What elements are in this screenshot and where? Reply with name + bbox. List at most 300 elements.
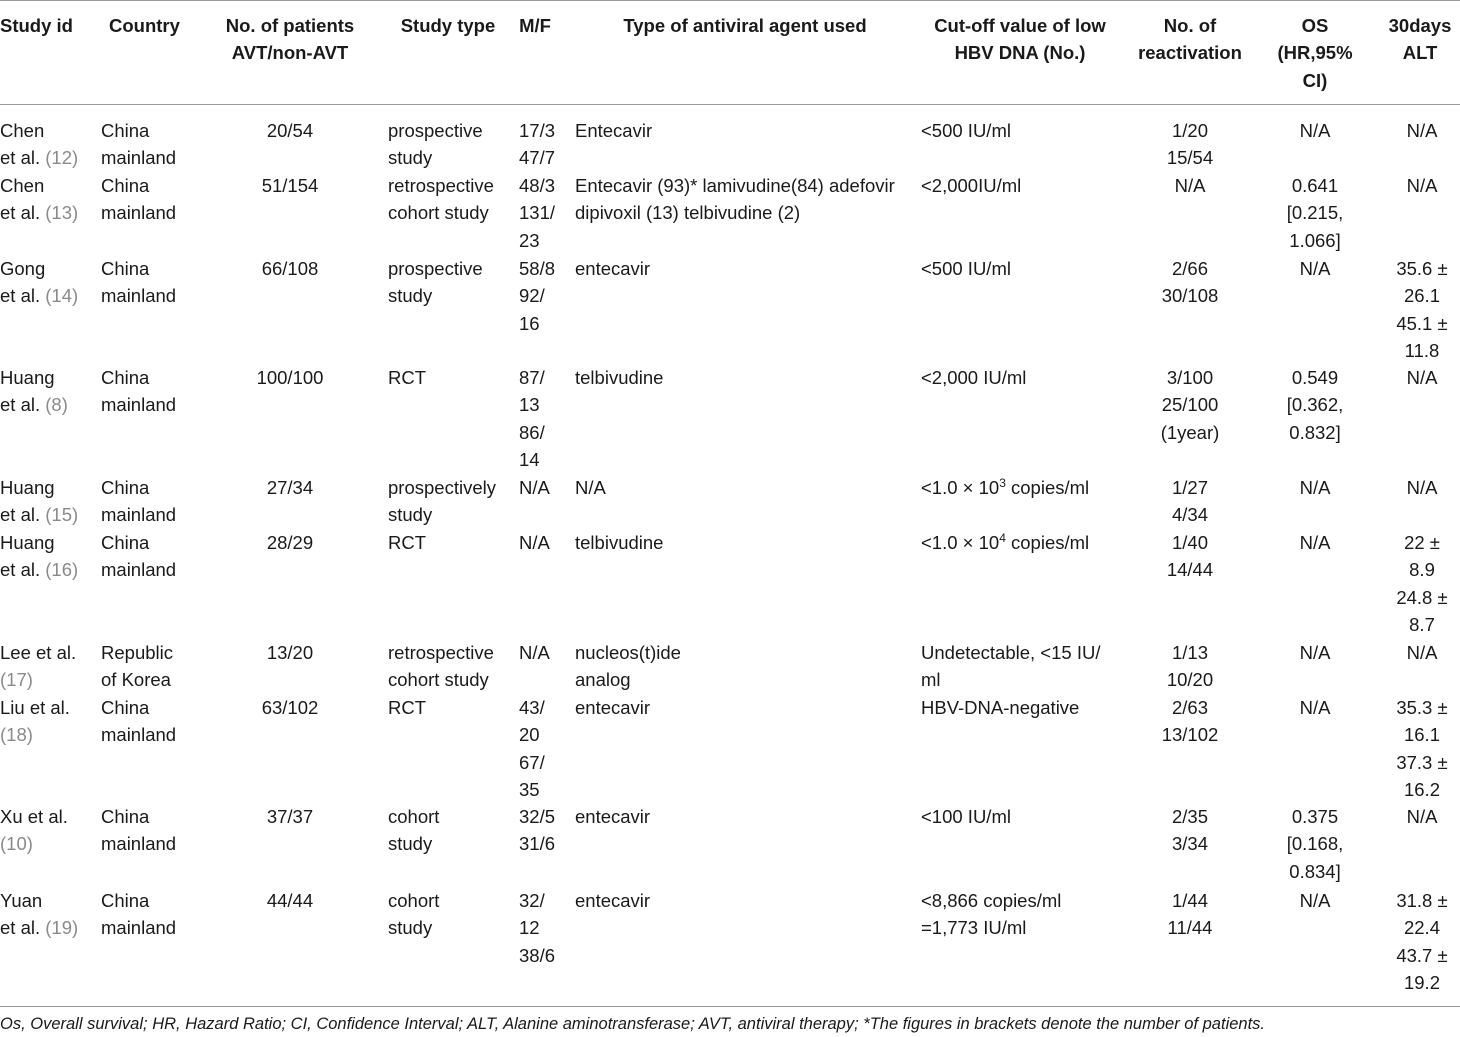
cutoff-line <box>921 529 1121 556</box>
cell-line: of Korea <box>101 669 171 691</box>
cell-line: cohort study <box>388 669 489 691</box>
country-cell <box>101 887 201 942</box>
study-text: et al. <box>0 147 46 169</box>
study-line: Gong <box>0 258 46 279</box>
cell-line: China <box>101 367 150 388</box>
cutoff-value-cell <box>921 364 1121 391</box>
antiviral-agent-cell <box>575 255 915 282</box>
cell-line: N/A <box>1406 175 1438 196</box>
cutoff-line: Undetectable, <15 IU/ <box>921 642 1101 663</box>
header-line: M/F <box>519 15 551 36</box>
cell-line: 31/6 <box>519 833 556 855</box>
study-type-cell <box>388 887 508 942</box>
patients-cell <box>200 364 380 391</box>
study-line: Huang <box>0 532 55 553</box>
cell-line: mainland <box>101 917 177 939</box>
cell-line: China <box>101 532 150 553</box>
cell-line: 28/29 <box>266 532 314 553</box>
study-line: Yuan <box>0 890 43 911</box>
cell-line: RCT <box>388 532 427 553</box>
cell-line: dipivoxil (13) telbivudine (2) <box>575 202 801 224</box>
cell-line: mainland <box>101 724 177 746</box>
cell-line: 20 <box>519 724 540 746</box>
cell-line: N/A <box>1406 367 1438 388</box>
study-text: et al. <box>0 285 46 307</box>
cell-line: N/A <box>1406 120 1438 141</box>
study-line: Chen <box>0 120 45 141</box>
alt-30days-cell <box>1375 117 1460 144</box>
reactivation-cell <box>1130 639 1250 694</box>
study-line: Liu et al. <box>0 697 70 718</box>
study-line <box>0 501 100 528</box>
header-cell <box>109 12 209 39</box>
reference-link[interactable]: (8) <box>45 394 68 416</box>
reactivation-cell <box>1130 529 1250 584</box>
patients-cell <box>200 474 380 501</box>
study-id-cell <box>0 529 100 584</box>
cutoff-value-cell <box>921 803 1121 830</box>
study-line: Huang <box>0 477 55 498</box>
header-line: Study id <box>0 15 73 36</box>
exponent: 4 <box>999 530 1006 545</box>
country-cell <box>101 639 201 694</box>
reactivation-cell <box>1130 694 1250 749</box>
reactivation-cell <box>1130 172 1250 199</box>
cell-line: 1.066] <box>1289 229 1341 251</box>
cell-line: [0.168, <box>1286 833 1344 855</box>
cutoff-value-cell <box>921 694 1121 721</box>
cell-line: N/A <box>1174 175 1206 196</box>
cell-line: 37.3 ± <box>1396 751 1448 773</box>
cell-line: 4/34 <box>1171 504 1208 526</box>
cell-line: 22.4 <box>1403 917 1440 939</box>
cell-line: 67/ <box>519 751 545 773</box>
study-text: et al. <box>0 917 46 939</box>
bottom-rule <box>0 1006 1460 1007</box>
header-cell <box>1380 12 1460 67</box>
overall-survival-cell <box>1260 255 1370 282</box>
cell-line: RCT <box>388 367 427 388</box>
header-line: Study type <box>400 15 496 36</box>
male-female-cell <box>519 529 559 556</box>
cell-line: N/A <box>1299 890 1331 911</box>
header-cell <box>0 12 90 39</box>
antiviral-agent-cell <box>575 474 915 501</box>
male-female-cell <box>519 255 559 337</box>
cell-line: N/A <box>1406 477 1438 498</box>
study-type-cell <box>388 117 508 172</box>
alt-30days-cell <box>1375 364 1460 391</box>
cell-line: 31.8 ± <box>1396 890 1448 911</box>
cutoff-line <box>921 474 1121 501</box>
study-text: et al. <box>0 559 46 581</box>
cell-line: 14/44 <box>1166 559 1214 581</box>
cell-line: prospectively <box>388 477 496 498</box>
header-cell <box>200 12 380 67</box>
cell-line: Entecavir (93)* lamivudine(84) adefovir <box>575 175 895 196</box>
cell-line: 19.2 <box>1403 971 1440 993</box>
study-id-cell <box>0 639 100 694</box>
cell-line: N/A <box>519 642 550 663</box>
cell-line: N/A <box>1299 532 1331 553</box>
cell-line: 11.8 <box>1404 339 1440 361</box>
male-female-cell <box>519 639 559 666</box>
cell-line: China <box>101 806 150 827</box>
cell-line: N/A <box>1406 642 1438 663</box>
study-id-cell <box>0 172 100 227</box>
study-line <box>0 721 100 748</box>
cell-line: China <box>101 175 150 196</box>
study-type-cell <box>388 803 508 858</box>
overall-survival-cell <box>1260 474 1370 501</box>
reference-link[interactable]: (19) <box>45 917 79 939</box>
cell-line: 23 <box>519 229 540 251</box>
study-text: et al. <box>0 202 46 224</box>
reactivation-cell <box>1130 887 1250 942</box>
cell-line: 35.6 ± <box>1396 258 1448 279</box>
header-line: ALT <box>1402 42 1438 64</box>
cell-line: 37/37 <box>266 806 314 827</box>
cell-line: 35 <box>519 778 540 800</box>
cell-line: 35.3 ± <box>1396 697 1448 718</box>
cell-line: 20/54 <box>266 120 314 141</box>
cell-line: Republic <box>101 642 173 663</box>
header-rule <box>0 104 1460 105</box>
cell-line: 25/100 <box>1161 394 1219 416</box>
antiviral-agent-cell <box>575 639 915 694</box>
cell-line: entecavir <box>575 258 651 279</box>
cell-line: 0.832] <box>1289 421 1341 443</box>
study-type-cell <box>388 529 508 556</box>
cell-line: study <box>388 504 433 526</box>
cell-line: 32/ <box>519 890 545 911</box>
study-id-cell <box>0 117 100 172</box>
antiviral-agent-cell <box>575 803 915 830</box>
header-cell <box>1130 12 1250 67</box>
patients-cell <box>200 255 380 282</box>
cutoff-line: <100 IU/ml <box>921 806 1011 827</box>
cell-line: 44/44 <box>266 890 314 911</box>
cell-line: study <box>388 147 433 169</box>
cell-line: entecavir <box>575 890 651 911</box>
cell-line: retrospective <box>388 642 494 663</box>
cell-line: N/A <box>1299 477 1331 498</box>
cell-line: 2/35 <box>1171 806 1208 827</box>
cell-line: 43/ <box>519 697 545 718</box>
cutoff-value-cell <box>921 172 1121 199</box>
cell-line: 0.375 <box>1291 806 1339 827</box>
alt-30days-cell <box>1375 172 1460 199</box>
cell-line: 1/44 <box>1171 890 1208 911</box>
header-line: No. of patients <box>225 15 355 36</box>
antiviral-agent-cell <box>575 529 915 556</box>
header-line: HBV DNA (No.) <box>954 42 1086 64</box>
patients-cell <box>200 117 380 144</box>
cell-line: 32/5 <box>519 806 556 827</box>
cell-line: 87/ <box>519 367 545 388</box>
cell-line: N/A <box>1299 258 1331 279</box>
cell-line: 1/27 <box>1171 477 1208 498</box>
cutoff-value-cell <box>921 529 1121 556</box>
cell-line: (1year) <box>1160 421 1220 443</box>
patients-cell <box>200 529 380 556</box>
study-id-cell <box>0 255 100 310</box>
male-female-cell <box>519 803 559 858</box>
header-line: Cut-off value of low <box>934 15 1106 36</box>
cutoff-line: <2,000IU/ml <box>921 175 1022 196</box>
alt-30days-cell <box>1375 887 1460 996</box>
cell-line: 17/3 <box>519 120 556 141</box>
reactivation-cell <box>1130 364 1250 446</box>
cell-line: 51/154 <box>261 175 319 196</box>
male-female-cell <box>519 172 559 254</box>
cell-line: 2/63 <box>1171 697 1208 718</box>
cell-line: mainland <box>101 147 177 169</box>
study-id-cell <box>0 474 100 529</box>
study-id-cell <box>0 364 100 419</box>
cell-line: prospective <box>388 258 483 279</box>
cell-line: [0.362, <box>1286 394 1344 416</box>
cell-line: 47/7 <box>519 147 556 169</box>
cell-line: prospective <box>388 120 483 141</box>
patients-cell <box>200 887 380 914</box>
reference-link[interactable]: (17) <box>0 669 33 691</box>
country-cell <box>101 255 201 310</box>
cell-line: 16.1 <box>1403 724 1440 746</box>
cell-line: 0.834] <box>1289 860 1341 882</box>
table-footnote: Os, Overall survival; HR, Hazard Ratio; CI, Confidence Interval; ALT, Alanine aminotransferase; AVT, antiviral therapy; *The figures in brackets denote the number of patients. <box>0 1015 1266 1033</box>
study-line <box>0 391 100 418</box>
cell-line: China <box>101 890 150 911</box>
cutoff-value-cell <box>921 474 1121 501</box>
cell-line: 45.1 ± <box>1396 312 1448 334</box>
study-line <box>0 666 100 693</box>
antiviral-agent-cell <box>575 364 915 391</box>
cell-line: mainland <box>101 285 177 307</box>
cell-line: 1/40 <box>1171 532 1208 553</box>
cell-line: 0.641 <box>1291 175 1339 196</box>
reference-link[interactable]: (15) <box>45 504 79 526</box>
overall-survival-cell <box>1260 694 1370 721</box>
cutoff-line: =1,773 IU/ml <box>921 917 1027 939</box>
cell-line: 8.7 <box>1409 613 1435 635</box>
reactivation-cell <box>1130 803 1250 858</box>
overall-survival-cell <box>1260 172 1370 254</box>
cutoff-value-cell <box>921 255 1121 282</box>
study-text: et al. <box>0 504 46 526</box>
country-cell <box>101 803 201 858</box>
male-female-cell <box>519 364 559 473</box>
alt-30days-cell <box>1375 529 1460 638</box>
reference-link[interactable]: (10) <box>0 833 33 855</box>
cutoff-value-cell <box>921 887 1121 942</box>
cell-line: mainland <box>101 504 177 526</box>
study-line <box>0 830 100 857</box>
cell-line: 12 <box>519 917 540 939</box>
cell-line: 13/102 <box>1161 724 1219 746</box>
cell-line: 24.8 ± <box>1396 586 1448 608</box>
cell-line: 10/20 <box>1166 669 1214 691</box>
cell-line: 11/44 <box>1167 917 1213 939</box>
header-cell <box>388 12 508 39</box>
study-line <box>0 282 100 309</box>
cutoff-line: <500 IU/ml <box>921 258 1011 279</box>
cell-line: 30/108 <box>1161 285 1219 307</box>
cell-line: N/A <box>519 532 550 553</box>
study-line: Chen <box>0 175 45 196</box>
cell-line: mainland <box>101 394 177 416</box>
patients-cell <box>200 694 380 721</box>
cutoff-line: ml <box>921 669 941 691</box>
header-cell <box>900 12 1140 67</box>
male-female-cell <box>519 117 559 172</box>
cell-line: N/A <box>1299 697 1331 718</box>
reactivation-cell <box>1130 474 1250 529</box>
cell-line: nucleos(t)ide <box>575 642 681 663</box>
male-female-cell <box>519 474 559 501</box>
header-cell <box>1260 12 1370 94</box>
reference-link[interactable]: (12) <box>45 147 79 169</box>
header-line: Type of antiviral agent used <box>623 15 867 36</box>
cell-line: mainland <box>101 833 177 855</box>
antiviral-agent-cell <box>575 694 915 721</box>
cell-line: N/A <box>1299 120 1331 141</box>
country-cell <box>101 694 201 749</box>
antiviral-agent-cell <box>575 117 915 144</box>
cell-line: 63/102 <box>261 697 319 718</box>
reference-link[interactable]: (13) <box>45 202 79 224</box>
cell-line: 86/ <box>519 421 545 443</box>
header-line: AVT/non-AVT <box>231 42 349 64</box>
cell-line: entecavir <box>575 806 651 827</box>
cell-line: 8.9 <box>1409 559 1435 581</box>
study-line <box>0 556 100 583</box>
cell-line: China <box>101 258 150 279</box>
cell-line: 38/6 <box>519 944 556 966</box>
country-cell <box>101 172 201 227</box>
overall-survival-cell <box>1260 887 1370 914</box>
reactivation-cell <box>1130 117 1250 172</box>
country-cell <box>101 474 201 529</box>
cutoff-line: HBV-DNA-negative <box>921 697 1080 718</box>
cell-line: N/A <box>1299 642 1331 663</box>
cell-line: China <box>101 120 150 141</box>
header-cell <box>510 12 560 39</box>
study-type-cell <box>388 172 508 227</box>
patients-cell <box>200 639 380 666</box>
cell-line: entecavir <box>575 697 651 718</box>
cell-line: 16.2 <box>1403 778 1440 800</box>
study-id-cell <box>0 887 100 942</box>
overall-survival-cell <box>1260 364 1370 446</box>
cell-line: 92/ <box>519 285 545 307</box>
overall-survival-cell <box>1260 803 1370 885</box>
antiviral-agent-cell <box>575 887 915 914</box>
study-type-cell <box>388 364 508 391</box>
cell-line: 1/20 <box>1171 120 1208 141</box>
cell-line: 13/20 <box>266 642 314 663</box>
cell-line: 1/13 <box>1171 642 1208 663</box>
cell-line: study <box>388 917 433 939</box>
reference-link[interactable]: (14) <box>45 285 79 307</box>
study-line <box>0 144 100 171</box>
cell-line: 58/8 <box>519 258 556 279</box>
cell-line: 48/3 <box>519 175 556 196</box>
overall-survival-cell <box>1260 117 1370 144</box>
study-id-cell <box>0 694 100 749</box>
cell-line: 3/100 <box>1166 367 1214 388</box>
cutoff-value-cell <box>921 639 1121 694</box>
cell-line: mainland <box>101 202 177 224</box>
cutoff-line: <2,000 IU/ml <box>921 367 1027 388</box>
cell-line: 66/108 <box>261 258 319 279</box>
study-line: Lee et al. <box>0 642 77 663</box>
cell-line: 26.1 <box>1403 285 1440 307</box>
study-line: Huang <box>0 367 55 388</box>
cutoff-unit: copies/ml <box>1005 477 1090 498</box>
cell-line: retrospective <box>388 175 494 196</box>
alt-30days-cell <box>1375 803 1460 830</box>
top-rule <box>0 0 1460 1</box>
study-type-cell <box>388 639 508 694</box>
alt-30days-cell <box>1375 474 1460 501</box>
study-line <box>0 914 100 941</box>
alt-30days-cell <box>1375 694 1460 803</box>
country-cell <box>101 117 201 172</box>
cutoff-text: <1.0 × 10 <box>921 477 1000 498</box>
study-line <box>0 199 100 226</box>
cell-line: analog <box>575 669 631 691</box>
cell-line: N/A <box>519 477 550 498</box>
header-cell <box>575 12 915 39</box>
header-line: CI) <box>1302 69 1328 91</box>
cell-line: Entecavir <box>575 120 653 141</box>
cell-line: study <box>388 833 433 855</box>
cell-line: telbivudine <box>575 532 664 553</box>
reference-link[interactable]: (18) <box>0 724 33 746</box>
exponent: 3 <box>999 475 1006 490</box>
study-line: Xu et al. <box>0 806 68 827</box>
cell-line: RCT <box>388 697 427 718</box>
cell-line: China <box>101 697 150 718</box>
cell-line: N/A <box>1406 806 1438 827</box>
cell-line: mainland <box>101 559 177 581</box>
country-cell <box>101 364 201 419</box>
cell-line: 131/ <box>519 202 556 224</box>
antiviral-agent-cell <box>575 172 915 227</box>
cell-line: [0.215, <box>1286 202 1344 224</box>
male-female-cell <box>519 694 559 803</box>
cell-line: study <box>388 285 433 307</box>
alt-30days-cell <box>1375 639 1460 666</box>
male-female-cell <box>519 887 559 969</box>
cell-line: telbivudine <box>575 367 664 388</box>
overall-survival-cell <box>1260 639 1370 666</box>
cell-line: cohort <box>388 890 440 911</box>
country-cell <box>101 529 201 584</box>
cell-line: 14 <box>519 448 540 470</box>
study-type-cell <box>388 255 508 310</box>
header-line: OS <box>1301 15 1329 36</box>
cell-line: cohort <box>388 806 440 827</box>
cell-line: 43.7 ± <box>1396 944 1448 966</box>
cell-line: cohort study <box>388 202 489 224</box>
patients-cell <box>200 172 380 199</box>
cell-line: 22 ± <box>1404 532 1440 553</box>
overall-survival-cell <box>1260 529 1370 556</box>
study-text: et al. <box>0 394 46 416</box>
reference-link[interactable]: (16) <box>45 559 79 581</box>
